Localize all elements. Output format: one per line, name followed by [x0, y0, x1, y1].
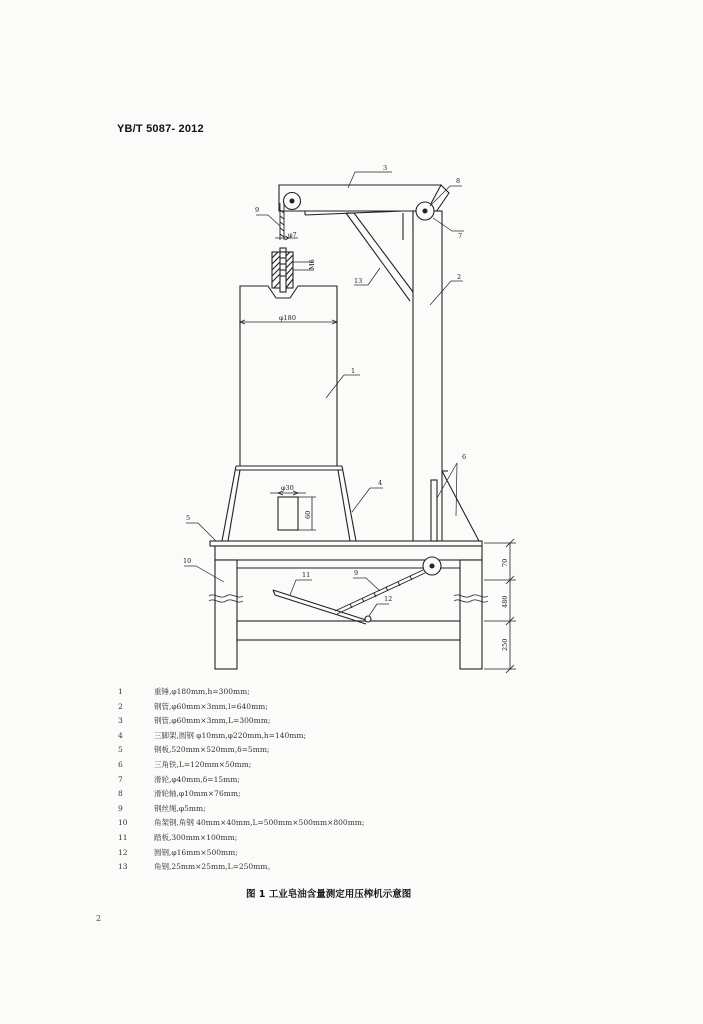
- legend-text: 角架钢,角钢 40mm×40mm,L=500mm×500mm×800mm;: [154, 818, 365, 828]
- part-label-9-lower: 9: [354, 569, 359, 577]
- legend-number: 8: [118, 789, 123, 799]
- legend-number: 3: [118, 716, 123, 726]
- legend-text: 滑轮,φ40mm,δ=15mm;: [154, 774, 240, 784]
- legend-number: 2: [118, 701, 123, 711]
- base-frame: [215, 546, 482, 669]
- pulley-left: [284, 193, 301, 210]
- steel-plate: [210, 541, 482, 546]
- vertical-column: [413, 211, 442, 543]
- standard-code-header: YB/T 5087- 2012: [117, 123, 204, 135]
- threaded-rod: [272, 248, 293, 292]
- press-shaft: [270, 491, 316, 530]
- legend-text: 滑轮轴,φ10mm×76mm;: [154, 789, 241, 799]
- legend-number: 10: [118, 818, 128, 828]
- legend-item: [118, 787, 364, 802]
- legend-text: 钢丝绳,φ5mm;: [154, 803, 206, 813]
- figure-caption: 图 1 工业皂油含量测定用压榨机示意图: [246, 889, 412, 900]
- legend-number: 13: [118, 862, 128, 872]
- part-label-9-top: 9: [255, 206, 260, 214]
- dim-label-m6: M6: [308, 259, 316, 270]
- legend-number: 9: [118, 803, 123, 813]
- heavy-weight: [240, 286, 337, 466]
- legend-text: 踏板,300mm×100mm;: [154, 832, 238, 842]
- legend-number: 5: [118, 745, 123, 755]
- legend-item: [118, 714, 364, 729]
- break-marks: [209, 595, 488, 602]
- dim-label-d180: φ180: [279, 314, 296, 322]
- page-number: 2: [96, 914, 102, 923]
- part-label-3: 3: [383, 164, 388, 172]
- part-label-10: 10: [183, 557, 192, 565]
- part-label-13: 13: [354, 277, 363, 285]
- legend-item: [118, 816, 364, 831]
- legend-item: [118, 773, 364, 788]
- legend-text: 圆钢,φ16mm×500mm;: [154, 847, 238, 857]
- legend-item: [118, 802, 364, 817]
- legend-item: [118, 758, 364, 773]
- part-label-1: 1: [351, 367, 356, 375]
- legend-text: 钢管,φ60mm×3mm,L=300mm;: [154, 716, 271, 726]
- legend-item: [118, 846, 364, 861]
- legend-text: 角钢,25mm×25mm,L=250mm。: [154, 862, 275, 872]
- legend-number: 11: [118, 832, 128, 842]
- legend-item: [118, 831, 364, 846]
- part-label-6: 6: [462, 453, 467, 461]
- legend-item: [118, 700, 364, 715]
- part-label-8: 8: [456, 177, 461, 185]
- dim-label-h70: 70: [501, 558, 509, 567]
- legend-number: 7: [118, 774, 123, 784]
- legend-item: [118, 860, 364, 875]
- legend-number: 4: [118, 730, 123, 740]
- dimension-chain-right: [484, 539, 516, 673]
- part-label-11: 11: [302, 571, 311, 579]
- dim-label-d7: φ7: [288, 231, 297, 239]
- pulley-lower: [423, 557, 441, 575]
- legend-item: [118, 729, 364, 744]
- legend-item: [118, 743, 364, 758]
- dim-label-h250: 250: [501, 638, 509, 651]
- legend-number: 12: [118, 847, 128, 857]
- legend-text: 钢板,520mm×520mm,δ=5mm;: [154, 745, 270, 755]
- diagonal-brace: [346, 213, 413, 301]
- legend-text: 钢管,φ60mm×3mm,l=640mm;: [154, 701, 268, 711]
- part-label-12: 12: [384, 595, 393, 603]
- part-label-7: 7: [458, 232, 463, 240]
- legend-text: 三脚架,圆钢 φ10mm,φ220mm,h=140mm;: [154, 730, 307, 740]
- legend-text: 三角铁,L=120mm×50mm;: [154, 759, 252, 769]
- legend-item: [118, 685, 364, 700]
- dim-label-h480: 480: [501, 595, 509, 608]
- round-steel-pin: [365, 616, 371, 622]
- part-label-2: 2: [457, 273, 462, 281]
- legend-number: 6: [118, 759, 123, 769]
- dim-label-d30: φ30: [281, 484, 294, 492]
- dim-label-h60: 60: [304, 510, 312, 519]
- part-label-4: 4: [378, 479, 383, 487]
- legend-number: 1: [118, 687, 123, 696]
- legend-text: 重锤,φ180mm,h=300mm;: [154, 687, 250, 696]
- part-label-5: 5: [186, 514, 191, 522]
- parts-legend: [118, 685, 364, 875]
- wire-rope-lower: [335, 570, 425, 614]
